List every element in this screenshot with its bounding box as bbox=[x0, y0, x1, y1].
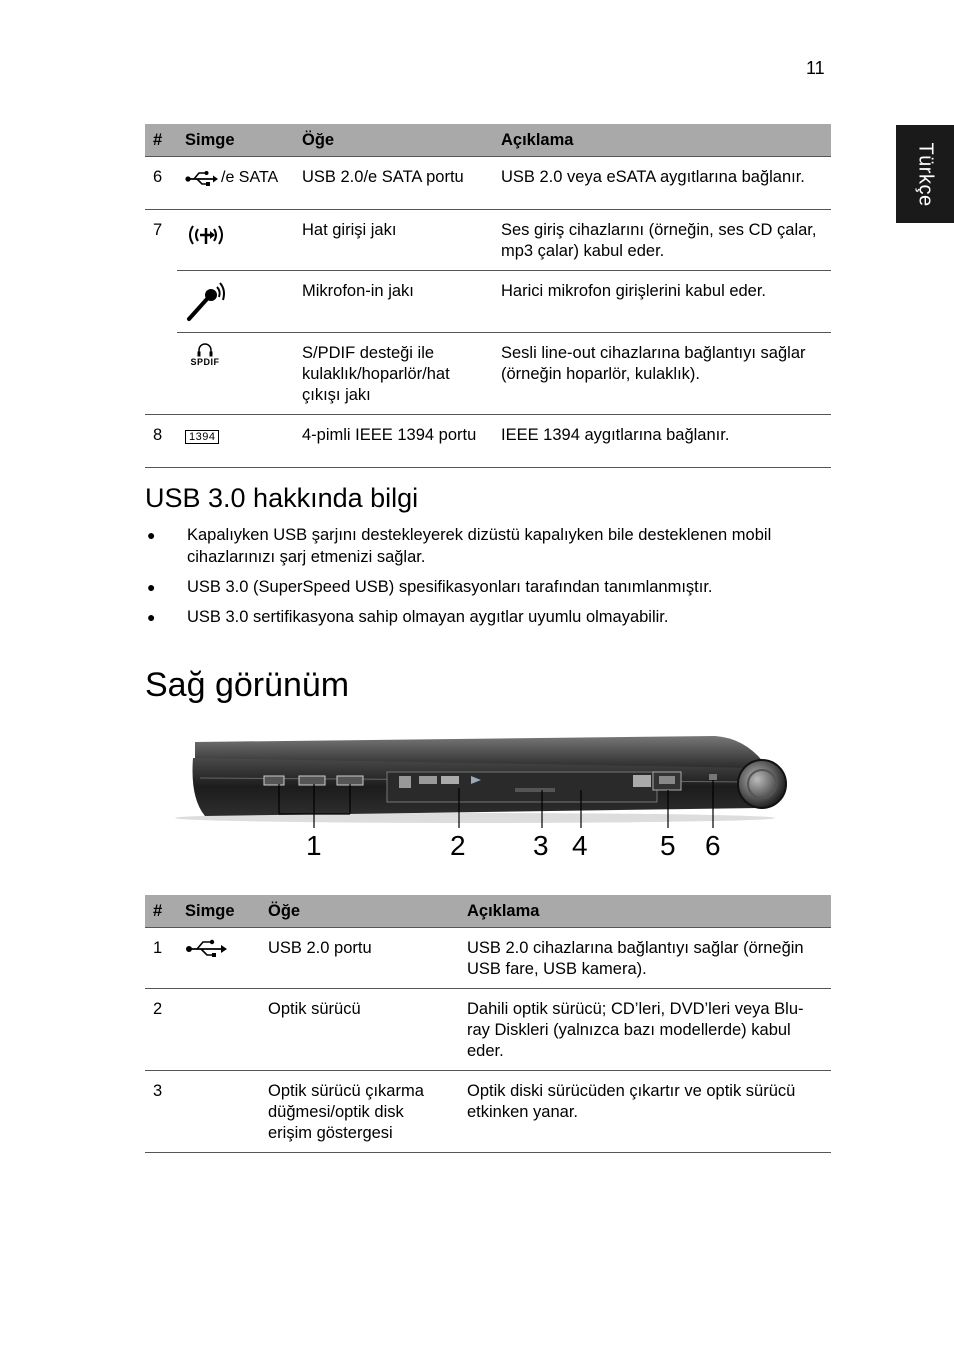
esata-label: /e SATA bbox=[221, 169, 279, 186]
row-desc: IEEE 1394 aygıtlarına bağlanır. bbox=[493, 415, 831, 468]
list-item bbox=[145, 606, 835, 628]
list-item bbox=[145, 524, 835, 568]
row-icon-cell bbox=[177, 415, 294, 468]
header-num: # bbox=[145, 895, 177, 928]
header-icon: Simge bbox=[177, 895, 260, 928]
ports-table-right bbox=[145, 895, 831, 1153]
bullet-text: USB 3.0 (SuperSpeed USB) spesifikasyonları tarafından tanımlanmıştır. bbox=[187, 578, 713, 596]
callout-6: 6 bbox=[705, 830, 721, 861]
table-row bbox=[145, 271, 831, 333]
row-num: 2 bbox=[145, 989, 177, 1071]
microphone-icon bbox=[185, 281, 229, 323]
row-desc: USB 2.0 veya eSATA aygıtlarına bağlanır. bbox=[493, 157, 831, 210]
row-item: USB 2.0 portu bbox=[260, 928, 459, 989]
bullet-icon: ● bbox=[147, 609, 156, 625]
table-row bbox=[145, 333, 831, 415]
table-row bbox=[145, 157, 831, 210]
bullet-icon: ● bbox=[147, 579, 156, 595]
right-view-title: Sağ görünüm bbox=[145, 666, 350, 704]
callout-2: 2 bbox=[450, 830, 466, 861]
row-item: Mikrofon-in jakı bbox=[294, 271, 493, 333]
usb-symbol bbox=[185, 169, 219, 187]
row-icon-cell bbox=[177, 1071, 260, 1153]
row-num: 3 bbox=[145, 1071, 177, 1153]
row-icon-cell bbox=[177, 271, 294, 333]
page-number: 11 bbox=[806, 58, 825, 78]
row-item: S/PDIF desteği ile kulaklık/hoparlör/hat çıkışı jakı bbox=[294, 333, 493, 415]
usb-icon bbox=[185, 938, 229, 958]
table-header-row bbox=[145, 124, 831, 157]
row-item: Hat girişi jakı bbox=[294, 210, 493, 271]
row-item: Optik sürücü çıkarma düğmesi/optik disk erişim göstergesi bbox=[260, 1071, 459, 1153]
row-desc: Harici mikrofon girişlerini kabul eder. bbox=[493, 271, 831, 333]
header-icon: Simge bbox=[177, 124, 294, 157]
table-row bbox=[145, 210, 831, 271]
callout-3: 3 bbox=[533, 830, 549, 861]
callout-4: 4 bbox=[572, 830, 588, 861]
ports-table-left bbox=[145, 124, 831, 468]
header-desc: Açıklama bbox=[493, 124, 831, 157]
row-icon-cell bbox=[177, 989, 260, 1071]
callout-1: 1 bbox=[306, 830, 322, 861]
header-num: # bbox=[145, 124, 177, 157]
usb3-section-title: USB 3.0 hakkında bilgi bbox=[145, 483, 419, 513]
table-row bbox=[145, 928, 831, 989]
header-desc: Açıklama bbox=[459, 895, 831, 928]
row-desc: Dahili optik sürücü; CD’leri, DVD’leri veya Blu-ray Diskleri (yalnızca bazı modellerde) kabul eder. bbox=[459, 989, 831, 1071]
row-icon-cell bbox=[177, 928, 260, 989]
row-num: 1 bbox=[145, 928, 177, 989]
table-row bbox=[145, 989, 831, 1071]
row-num: 8 bbox=[145, 415, 177, 468]
header-item: Öğe bbox=[260, 895, 459, 928]
row-item: Optik sürücü bbox=[260, 989, 459, 1071]
language-tab bbox=[896, 125, 954, 223]
row-num: 7 bbox=[145, 210, 177, 415]
spdif-label: SPDIF bbox=[190, 357, 220, 367]
row-desc: Ses giriş cihazlarını (örneğin, ses CD çalar, mp3 çalar) kabul eder. bbox=[493, 210, 831, 271]
row-icon-cell bbox=[177, 157, 294, 210]
row-num: 6 bbox=[145, 157, 177, 210]
bullet-text: USB 3.0 sertifikasyona sahip olmayan aygıtlar uyumlu olmayabilir. bbox=[187, 608, 669, 626]
line-in-icon bbox=[185, 220, 227, 250]
laptop-right-side-illustration bbox=[175, 728, 795, 828]
spdif-headphone-icon bbox=[185, 343, 225, 367]
callout-5: 5 bbox=[660, 830, 676, 861]
row-item: USB 2.0/e SATA portu bbox=[294, 157, 493, 210]
table-header-row bbox=[145, 895, 831, 928]
language-tab-label: Türkçe bbox=[914, 141, 937, 207]
row-desc: USB 2.0 cihazlarına bağlantıyı sağlar (örneğin USB fare, USB kamera). bbox=[459, 928, 831, 989]
row-icon-cell bbox=[177, 333, 294, 415]
row-desc: Sesli line-out cihazlarına bağlantıyı sağlar (örneğin hoparlör, kulaklık). bbox=[493, 333, 831, 415]
usb3-bullet-list bbox=[145, 524, 835, 636]
header-item: Öğe bbox=[294, 124, 493, 157]
usb-esata-icon bbox=[185, 167, 278, 188]
table-row bbox=[145, 1071, 831, 1153]
headphone-icon bbox=[196, 343, 214, 357]
ieee1394-icon: 1394 bbox=[185, 430, 219, 444]
table-row bbox=[145, 415, 831, 468]
row-icon-cell bbox=[177, 210, 294, 271]
list-item bbox=[145, 576, 835, 598]
row-desc: Optik diski sürücüden çıkartır ve optik sürücü etkinken yanar. bbox=[459, 1071, 831, 1153]
bullet-icon: ● bbox=[147, 527, 156, 543]
row-item: 4-pimli IEEE 1394 portu bbox=[294, 415, 493, 468]
bullet-text: Kapalıyken USB şarjını destekleyerek dizüstü kapalıyken bile desteklenen mobil cihazlarınızı şarj etmenizi sağlar. bbox=[187, 526, 772, 566]
